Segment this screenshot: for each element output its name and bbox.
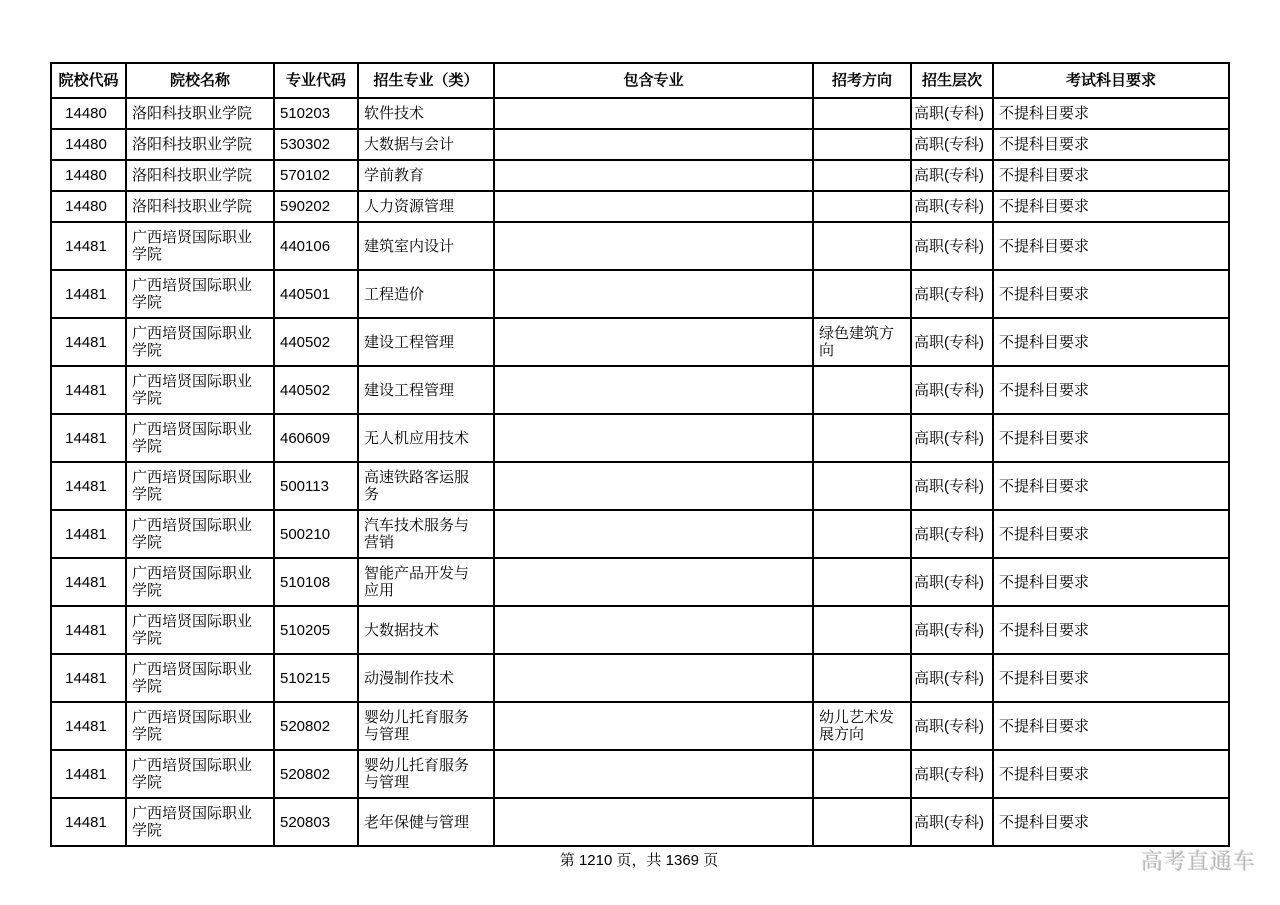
cell-included-majors [494,654,813,702]
cell-subject-requirement: 不提科目要求 [993,191,1229,222]
column-header-direction: 招考方向 [813,63,911,98]
column-header-major-code: 专业代码 [274,63,358,98]
cell-college-code: 14481 [51,750,126,798]
cell-major: 建设工程管理 [358,318,494,366]
cell-subject-requirement: 不提科目要求 [993,510,1229,558]
cell-level: 高职(专科) [911,414,993,462]
table-row [51,558,1229,606]
cell-major-code: 500210 [274,510,358,558]
cell-subject-requirement: 不提科目要求 [993,606,1229,654]
cell-college-code: 14481 [51,654,126,702]
cell-level: 高职(专科) [911,654,993,702]
cell-subject-requirement: 不提科目要求 [993,129,1229,160]
table-row [51,318,1229,366]
cell-college-code: 14481 [51,558,126,606]
cell-subject-requirement: 不提科目要求 [993,462,1229,510]
cell-level: 高职(专科) [911,366,993,414]
table-row [51,606,1229,654]
cell-included-majors [494,558,813,606]
cell-major: 高速铁路客运服务 [358,462,494,510]
cell-included-majors [494,366,813,414]
cell-college-code: 14481 [51,414,126,462]
cell-direction: 绿色建筑方向 [813,318,911,366]
table-row [51,160,1229,191]
table-row [51,98,1229,129]
cell-subject-requirement: 不提科目要求 [993,654,1229,702]
cell-college-name: 洛阳科技职业学院 [126,191,274,222]
cell-major: 智能产品开发与应用 [358,558,494,606]
cell-major-code: 520803 [274,798,358,846]
cell-level: 高职(专科) [911,558,993,606]
cell-major: 软件技术 [358,98,494,129]
column-header-included-majors: 包含专业 [494,63,813,98]
cell-level: 高职(专科) [911,222,993,270]
cell-major: 动漫制作技术 [358,654,494,702]
cell-direction [813,129,911,160]
cell-college-name: 洛阳科技职业学院 [126,98,274,129]
cell-college-code: 14481 [51,318,126,366]
cell-college-code: 14481 [51,270,126,318]
cell-college-code: 14481 [51,462,126,510]
cell-direction [813,222,911,270]
cell-subject-requirement: 不提科目要求 [993,702,1229,750]
cell-college-code: 14481 [51,366,126,414]
cell-college-name: 广西培贤国际职业学院 [126,702,274,750]
cell-level: 高职(专科) [911,702,993,750]
cell-direction [813,191,911,222]
cell-major: 婴幼儿托育服务与管理 [358,750,494,798]
cell-major-code: 440502 [274,366,358,414]
cell-major: 婴幼儿托育服务与管理 [358,702,494,750]
cell-subject-requirement: 不提科目要求 [993,414,1229,462]
cell-subject-requirement: 不提科目要求 [993,558,1229,606]
cell-subject-requirement: 不提科目要求 [993,366,1229,414]
cell-subject-requirement: 不提科目要求 [993,98,1229,129]
cell-major: 工程造价 [358,270,494,318]
cell-major: 无人机应用技术 [358,414,494,462]
cell-college-name: 洛阳科技职业学院 [126,129,274,160]
cell-college-code: 14480 [51,160,126,191]
page-number-info: 第 1210 页，共 1369 页 [559,852,719,869]
cell-major: 老年保健与管理 [358,798,494,846]
cell-college-code: 14481 [51,702,126,750]
table-header-row [51,63,1229,98]
cell-included-majors [494,510,813,558]
cell-college-name: 广西培贤国际职业学院 [126,750,274,798]
cell-college-name: 广西培贤国际职业学院 [126,270,274,318]
cell-direction [813,510,911,558]
cell-major-code: 590202 [274,191,358,222]
cell-included-majors [494,318,813,366]
cell-included-majors [494,129,813,160]
cell-college-code: 14480 [51,98,126,129]
column-header-college-code: 院校代码 [51,63,126,98]
cell-major: 建筑室内设计 [358,222,494,270]
table-row [51,270,1229,318]
cell-level: 高职(专科) [911,160,993,191]
cell-major-code: 500113 [274,462,358,510]
cell-included-majors [494,606,813,654]
cell-included-majors [494,270,813,318]
cell-direction [813,606,911,654]
cell-direction [813,654,911,702]
cell-college-name: 洛阳科技职业学院 [126,160,274,191]
cell-subject-requirement: 不提科目要求 [993,798,1229,846]
column-header-major: 招生专业（类） [358,63,494,98]
table-row [51,798,1229,846]
cell-direction [813,366,911,414]
cell-level: 高职(专科) [911,510,993,558]
cell-major: 人力资源管理 [358,191,494,222]
column-header-level: 招生层次 [911,63,993,98]
table-row [51,191,1229,222]
cell-subject-requirement: 不提科目要求 [993,270,1229,318]
cell-college-code: 14481 [51,222,126,270]
cell-college-code: 14481 [51,606,126,654]
cell-college-code: 14481 [51,510,126,558]
cell-college-code: 14480 [51,129,126,160]
cell-level: 高职(专科) [911,318,993,366]
cell-college-name: 广西培贤国际职业学院 [126,558,274,606]
cell-included-majors [494,160,813,191]
cell-major-code: 510203 [274,98,358,129]
admissions-table-wrap [50,62,1230,847]
cell-major-code: 440106 [274,222,358,270]
cell-subject-requirement: 不提科目要求 [993,318,1229,366]
cell-subject-requirement: 不提科目要求 [993,160,1229,191]
cell-included-majors [494,414,813,462]
cell-major: 大数据技术 [358,606,494,654]
cell-major-code: 520802 [274,702,358,750]
cell-major: 大数据与会计 [358,129,494,160]
cell-level: 高职(专科) [911,270,993,318]
column-header-subject-requirement: 考试科目要求 [993,63,1229,98]
cell-major-code: 520802 [274,750,358,798]
cell-direction [813,160,911,191]
table-row [51,462,1229,510]
watermark-text: 高考直通车 [1140,849,1256,874]
cell-level: 高职(专科) [911,750,993,798]
cell-major-code: 510108 [274,558,358,606]
cell-major-code: 440501 [274,270,358,318]
cell-major-code: 460609 [274,414,358,462]
cell-college-name: 广西培贤国际职业学院 [126,510,274,558]
table-row [51,510,1229,558]
table-row [51,366,1229,414]
admissions-table [50,62,1230,847]
cell-college-name: 广西培贤国际职业学院 [126,222,274,270]
cell-college-name: 广西培贤国际职业学院 [126,414,274,462]
table-row [51,750,1229,798]
cell-direction [813,462,911,510]
cell-major-code: 570102 [274,160,358,191]
cell-major-code: 440502 [274,318,358,366]
cell-college-name: 广西培贤国际职业学院 [126,366,274,414]
cell-included-majors [494,191,813,222]
cell-level: 高职(专科) [911,129,993,160]
table-row [51,129,1229,160]
cell-level: 高职(专科) [911,606,993,654]
cell-direction: 幼儿艺术发展方向 [813,702,911,750]
cell-college-name: 广西培贤国际职业学院 [126,462,274,510]
cell-major-code: 510205 [274,606,358,654]
cell-major: 汽车技术服务与营销 [358,510,494,558]
cell-included-majors [494,98,813,129]
table-row [51,654,1229,702]
cell-direction [813,798,911,846]
cell-direction [813,414,911,462]
table-row [51,702,1229,750]
cell-included-majors [494,222,813,270]
cell-college-name: 广西培贤国际职业学院 [126,654,274,702]
cell-included-majors [494,462,813,510]
table-row [51,414,1229,462]
cell-subject-requirement: 不提科目要求 [993,222,1229,270]
cell-college-name: 广西培贤国际职业学院 [126,798,274,846]
cell-direction [813,558,911,606]
cell-level: 高职(专科) [911,98,993,129]
cell-included-majors [494,702,813,750]
cell-level: 高职(专科) [911,191,993,222]
cell-major: 学前教育 [358,160,494,191]
cell-included-majors [494,750,813,798]
cell-major: 建设工程管理 [358,366,494,414]
cell-level: 高职(专科) [911,462,993,510]
cell-college-code: 14480 [51,191,126,222]
cell-major-code: 510215 [274,654,358,702]
cell-college-name: 广西培贤国际职业学院 [126,318,274,366]
cell-college-name: 广西培贤国际职业学院 [126,606,274,654]
cell-subject-requirement: 不提科目要求 [993,750,1229,798]
cell-major-code: 530302 [274,129,358,160]
table-body [51,98,1229,846]
column-header-college-name: 院校名称 [126,63,274,98]
cell-direction [813,750,911,798]
cell-included-majors [494,798,813,846]
cell-college-code: 14481 [51,798,126,846]
cell-level: 高职(专科) [911,798,993,846]
table-row [51,222,1229,270]
cell-direction [813,270,911,318]
cell-direction [813,98,911,129]
